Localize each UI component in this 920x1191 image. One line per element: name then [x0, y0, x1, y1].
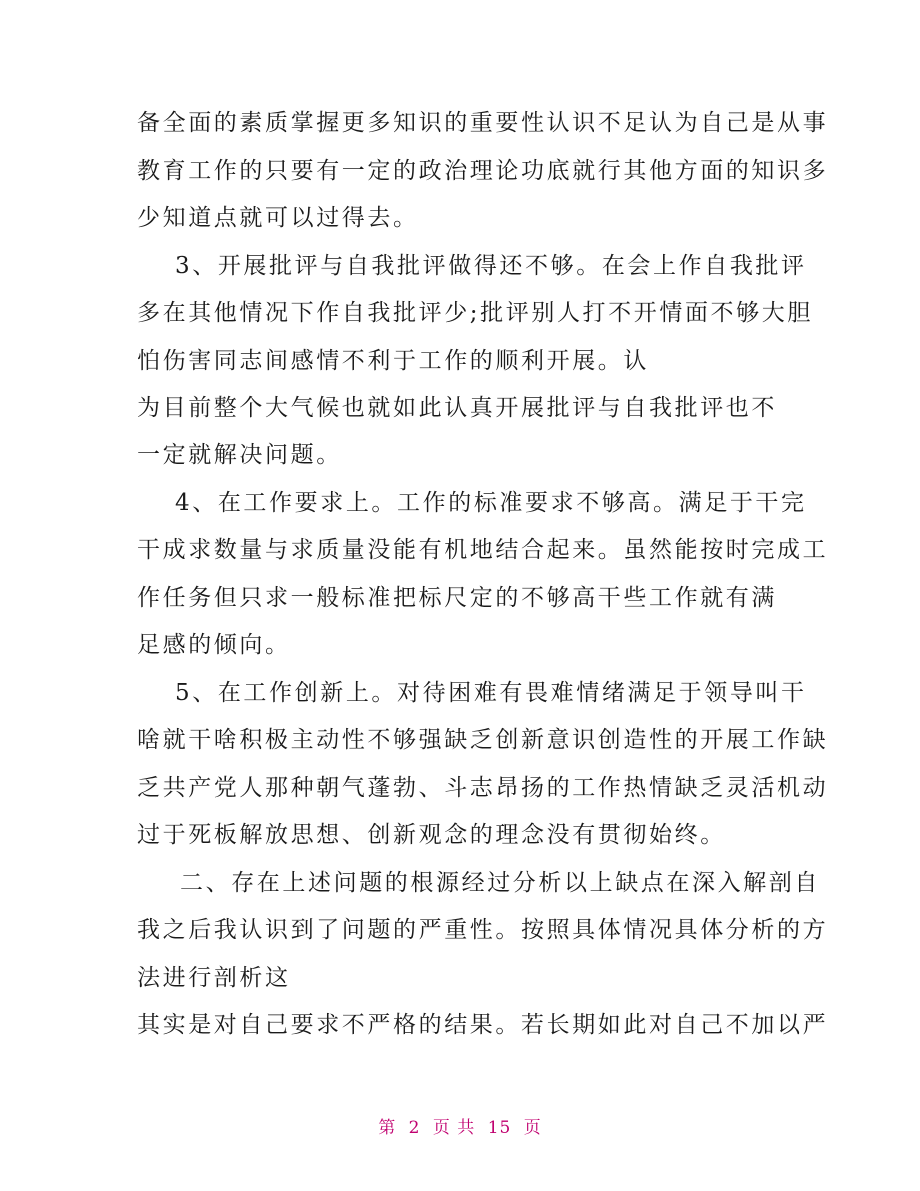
text-line: 教育工作的只要有一定的政治理论功底就行其他方面的知识多 [137, 158, 829, 184]
text-line: 法进行剖析这 [137, 965, 291, 991]
text-line: 啥就干啥积极主动性不够强缺乏创新意识创造性的开展工作缺 [137, 727, 829, 753]
text-line: 3、开展批评与自我批评做得还不够。在会上作自我批评 [175, 253, 807, 279]
footer-middle: 页 共 [432, 1118, 476, 1138]
text-line: 4、在工作要求上。工作的标准要求不够高。满足于干完 [175, 490, 807, 516]
text-line: 作任务但只求一般标准把标尺定的不够高干些工作就有满 [137, 585, 777, 611]
footer-page-number: 2 [408, 1118, 421, 1138]
footer-prefix: 第 [378, 1118, 397, 1138]
footer-total-pages: 15 [487, 1118, 512, 1138]
text-line: 二、存在上述问题的根源经过分析以上缺点在深入解剖自 [180, 870, 820, 896]
text-line: 备全面的素质掌握更多知识的重要性认识不足认为自己是从事 [137, 110, 829, 136]
text-line: 怕伤害同志间感情不利于工作的顺利开展。认 [137, 348, 649, 374]
text-line: 过于死板解放思想、创新观念的理念没有贯彻始终。 [137, 822, 726, 848]
text-line: 干成求数量与求质量没能有机地结合起来。虽然能按时完成工 [137, 537, 829, 563]
text-line: 为目前整个大气候也就如此认真开展批评与自我批评也不 [137, 395, 777, 421]
text-line: 我之后我认识到了问题的严重性。按照具体情况具体分析的方 [137, 917, 829, 943]
text-line: 多在其他情况下作自我批评少;批评别人打不开情面不够大胆 [137, 300, 813, 326]
text-line: 乏共产党人那种朝气蓬勃、斗志昂扬的工作热情缺乏灵活机动 [137, 775, 829, 801]
text-line: 5、在工作创新上。对待困难有畏难情绪满足于领导叫干 [175, 680, 807, 706]
text-line: 少知道点就可以过得去。 [137, 205, 419, 231]
text-line: 其实是对自己要求不严格的结果。若长期如此对自己不加以严 [137, 1012, 829, 1038]
text-line: 一定就解决问题。 [137, 442, 342, 468]
text-line: 足感的倾向。 [137, 632, 291, 658]
page-footer [0, 1113, 920, 1138]
footer-suffix: 页 [523, 1118, 542, 1138]
